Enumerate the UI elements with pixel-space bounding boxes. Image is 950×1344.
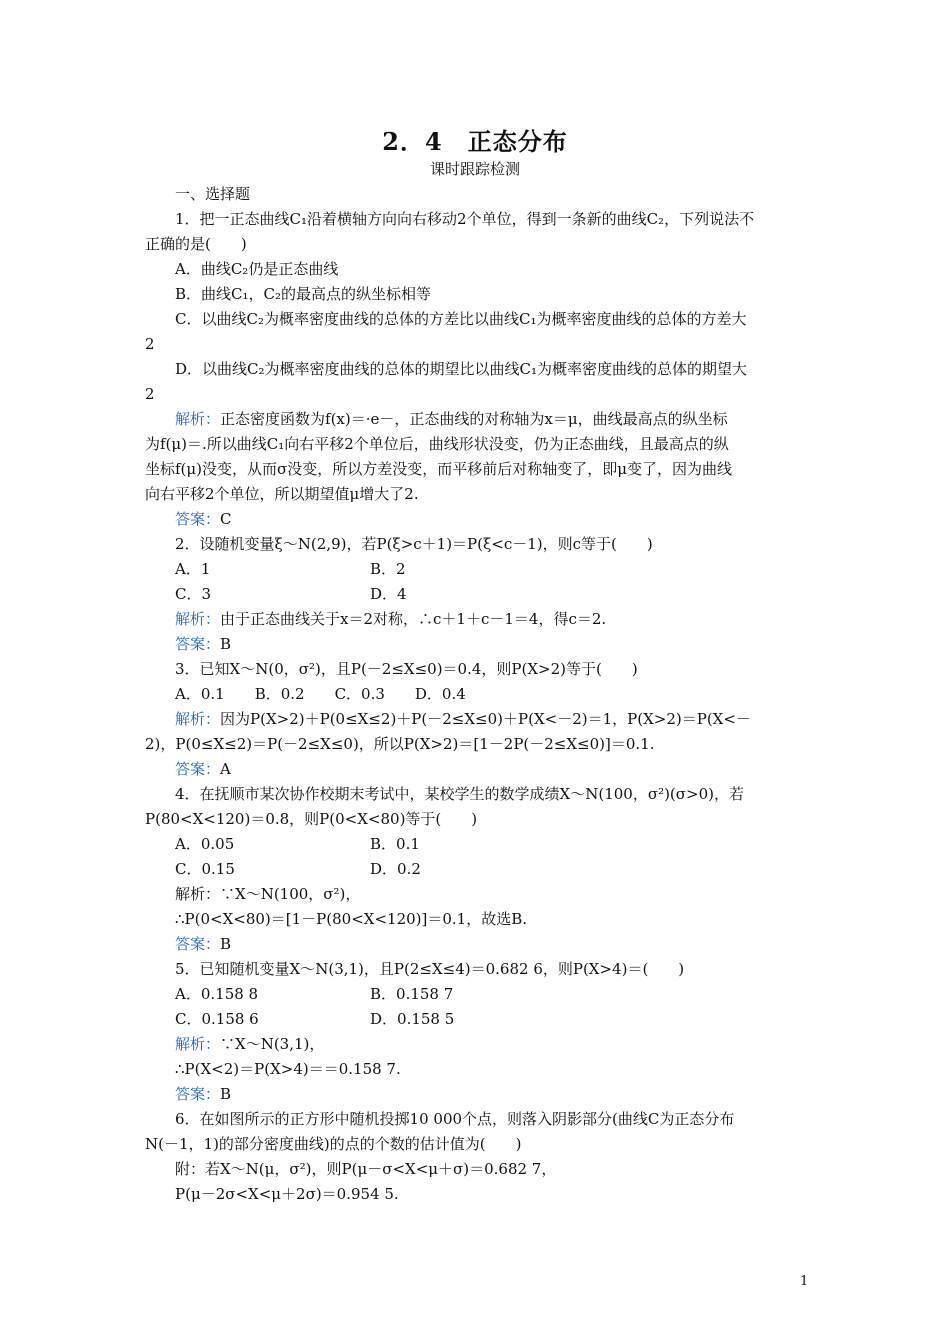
q3-solution-line2: 2)，P(0≤X≤2)＝P(－2≤X≤0)，所以P(X>2)＝[1－2P(－2≤X≤0)]＝0.1.: [145, 735, 655, 753]
q2-stem: 2．设随机变量ξ～N(2,9)，若P(ξ>c＋1)＝P(ξ<c－1)，则c等于( ): [175, 535, 653, 553]
solution-label: 解析：: [175, 710, 221, 728]
q1-option-d-line1: D．以曲线C₂为概率密度曲线的总体的期望比以曲线C₁为概率密度曲线的总体的期望大: [175, 360, 748, 378]
q5-option-c: C．0.158 6: [175, 1010, 259, 1028]
q2-option-c: C．3: [175, 585, 212, 603]
q1-option-d-line2: 2: [145, 385, 155, 403]
solution-label: 解析：: [175, 885, 221, 903]
solution-label: 解析：: [175, 610, 221, 628]
q5-solution-line1: [145, 1032, 810, 1057]
q2-solution: [145, 607, 810, 632]
q1-stem-line2: 正确的是( ): [145, 235, 247, 253]
q4-answer: [145, 932, 810, 957]
q2-answer-value: B: [220, 635, 232, 653]
section-heading: 一、选择题: [175, 185, 251, 203]
solution-label: 解析：: [175, 410, 221, 428]
q6-note-line1: 附：若X～N(μ，σ²)，则P(μ－σ<X<μ＋σ)＝0.682 7，: [175, 1160, 557, 1178]
q2-option-d: D．4: [370, 585, 407, 603]
q6-note-line2: P(μ－2σ<X<μ＋2σ)＝0.954 5.: [175, 1185, 399, 1203]
q1-solution-line4: 向右平移2个单位，所以期望值μ增大了2.: [145, 485, 419, 503]
q6-stem-line1: 6．在如图所示的正方形中随机投掷10 000个点，则落入阴影部分(曲线C为正态分布: [175, 1110, 735, 1128]
q5-options-row1: [145, 982, 810, 1007]
q5-answer-value: B: [220, 1085, 232, 1103]
q5-stem: 5．已知随机变量X～N(3,1)，且P(2≤X≤4)＝0.682 6，则P(X>4)＝( ): [175, 960, 685, 978]
page-number: 1: [800, 1274, 809, 1289]
q1-answer-value: C: [220, 510, 232, 528]
q3-solution-text1: 因为P(X>2)＋P(0≤X≤2)＋P(－2≤X≤0)＋P(X<－2)＝1，P(X>2)＝P(X<－: [220, 710, 751, 728]
q4-solution-text1: ∵X～N(100，σ²)，: [220, 885, 361, 903]
q4-option-c: C．0.15: [175, 860, 235, 878]
q1-solution-line1: [145, 407, 810, 432]
q5-option-d: D．0.158 5: [370, 1010, 455, 1028]
q3-stem: 3．已知X～N(0，σ²)，且P(－2≤X≤0)＝0.4，则P(X>2)等于( ): [175, 660, 638, 678]
q1-answer: [145, 507, 810, 532]
q2-option-b: B．2: [370, 560, 406, 578]
q4-option-a: A．0.05: [175, 835, 235, 853]
q5-options-row2: [145, 1007, 810, 1032]
q4-answer-value: B: [220, 935, 232, 953]
q1-option-c-line1: C．以曲线C₂为概率密度曲线的总体的方差比以曲线C₁为概率密度曲线的总体的方差大: [175, 310, 747, 328]
q2-solution-text: 由于正态曲线关于x＝2对称，∴c＋1＋c－1＝4，得c＝2.: [220, 610, 607, 628]
q5-option-b: B．0.158 7: [370, 985, 454, 1003]
q4-option-d: D．0.2: [370, 860, 421, 878]
q6-stem-line2: N(－1，1)的部分密度曲线)的点的个数的估计值为( ): [145, 1135, 522, 1153]
q1-solution-line2: 为f(μ)＝.所以曲线C₁向右平移2个单位后，曲线形状没变，仍为正态曲线，且最高点的纵: [145, 435, 729, 453]
q2-options-row2: [145, 582, 810, 607]
q4-options-row2: [145, 857, 810, 882]
q2-options-row1: [145, 557, 810, 582]
q5-solution-text1: ∵X～N(3,1)，: [220, 1035, 325, 1053]
page-subtitle: 课时跟踪检测: [429, 160, 520, 178]
q5-solution-line2: ∴P(X<2)＝P(X>4)＝＝0.158 7.: [175, 1060, 401, 1078]
q3-answer-value: A: [220, 760, 231, 778]
q4-stem-line2: P(80<X<120)＝0.8，则P(0<X<80)等于( ): [145, 810, 478, 828]
q1-solution-text1: 正态密度函数为f(x)＝·e－，正态曲线的对称轴为x＝μ，曲线最高点的纵坐标: [220, 410, 728, 428]
q1-option-c-line2: 2: [145, 335, 155, 353]
answer-label: 答案：: [175, 510, 221, 528]
q1-stem-line1: 1．把一正态曲线C₁沿着横轴方向向右移动2个单位，得到一条新的曲线C₂，下列说法不: [175, 210, 755, 228]
q4-stem-line1: 4．在抚顺市某次协作校期末考试中，某校学生的数学成绩X～N(100，σ²)(σ>0)，若: [175, 785, 744, 803]
answer-label: 答案：: [175, 935, 221, 953]
q2-answer: [145, 632, 810, 657]
q3-options: A．0.1 B．0.2 C．0.3 D．0.4: [175, 685, 466, 703]
q5-option-a: A．0.158 8: [175, 985, 259, 1003]
solution-label: 解析：: [175, 1035, 221, 1053]
answer-label: 答案：: [175, 635, 221, 653]
q4-options-row1: [145, 832, 810, 857]
answer-label: 答案：: [175, 760, 221, 778]
q1-solution-line3: 坐标f(μ)没变，从而σ没变，所以方差没变，而平移前后对称轴变了，即μ变了，因为曲线: [145, 460, 732, 478]
page-title: 2．4 正态分布: [382, 127, 568, 156]
q1-option-b: B．曲线C₁，C₂的最高点的纵坐标相等: [175, 285, 432, 303]
question-body: [145, 182, 810, 1207]
q3-answer: [145, 757, 810, 782]
q2-option-a: A．1: [175, 560, 211, 578]
q1-option-a: A．曲线C₂仍是正态曲线: [175, 260, 339, 278]
q5-answer: [145, 1082, 810, 1107]
q4-solution-line1: [145, 882, 810, 907]
q3-solution-line1: [145, 707, 810, 732]
q4-option-b: B．0.1: [370, 835, 420, 853]
q4-solution-line2: ∴P(0<X<80)＝[1－P(80<X<120)]＝0.1，故选B.: [175, 910, 528, 928]
answer-label: 答案：: [175, 1085, 221, 1103]
